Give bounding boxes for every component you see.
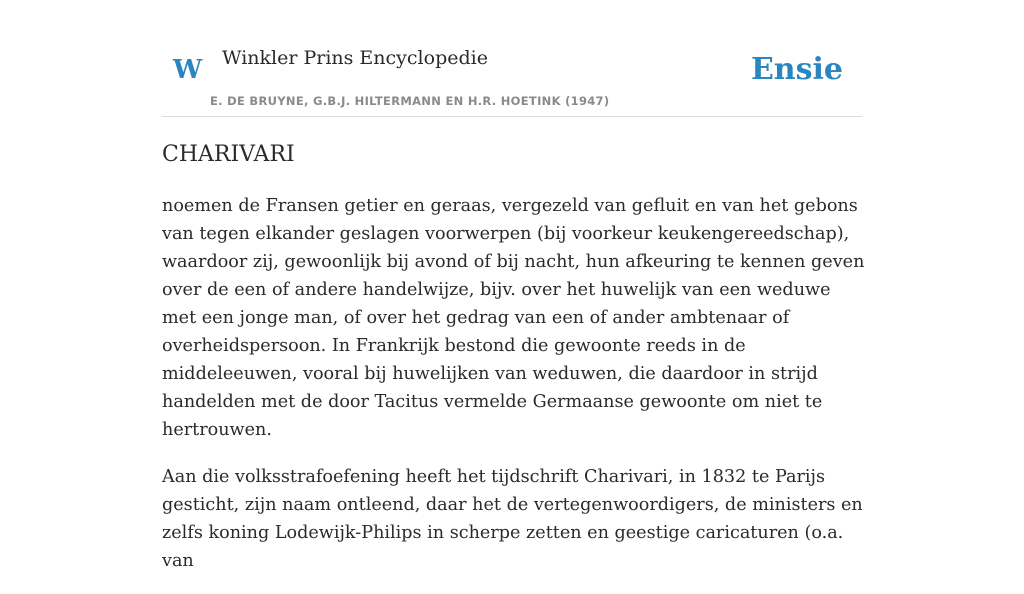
site-header bbox=[162, 0, 862, 117]
article-paragraph: noemen de Fransen getier en geraas, vergezeld van gefluit en van het gebons van tegen elkander geslagen voorwerpen (bij voorkeur keukengereedschap), waardoor zij, gewoonlijk bij avond of bij nacht, hun afkeuring te kennen geven over de een of andere handelwijze, bijv. over het huwelijk van een weduwe met een jonge man, of over het gedrag van een of ander ambtenaar of overheidspersoon. In Frankrijk bestond die gewoonte reeds in de middeleeuwen, vooral bij huwelijken van weduwen, die daardoor in strijd handelden met de door Tacitus vermelde Germaanse gewoonte om niet te hertrouwen. bbox=[162, 196, 865, 440]
article-body bbox=[162, 192, 868, 594]
encyclopedia-logo[interactable]: W bbox=[173, 55, 203, 85]
page bbox=[162, 0, 865, 571]
article-title: CHARIVARI bbox=[162, 142, 295, 167]
article-paragraph: Aan die volksstrafoefening heeft het tijdschrift Charivari, in 1832 te Parijs gesticht, zijn naam ontleend, daar het de vertegenwoordigers, de ministers en zelfs koning Lodewijk-Philips in scherpe zetten en geestige caricaturen (o.a. van bbox=[162, 467, 863, 571]
authors-line: E. DE BRUYNE, G.B.J. HILTERMANN EN H.R. HOETINK (1947) bbox=[210, 94, 610, 108]
ensie-brand-logo[interactable]: Ensie bbox=[750, 52, 843, 87]
encyclopedia-title-link[interactable]: Winkler Prins Encyclopedie bbox=[222, 47, 488, 69]
